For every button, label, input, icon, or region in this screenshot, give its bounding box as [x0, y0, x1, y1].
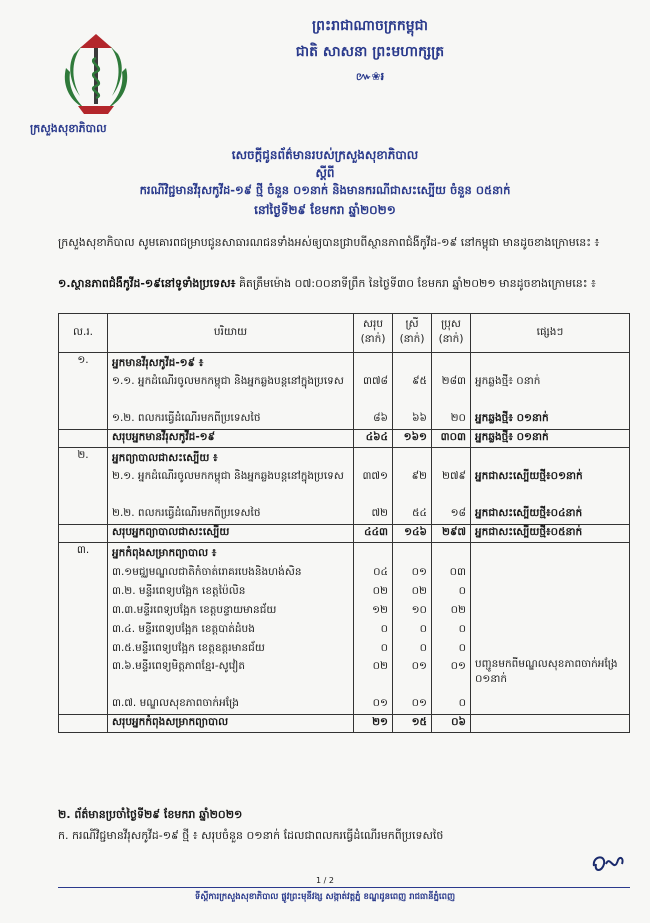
g2-total-m: ២៩៧ — [432, 525, 471, 543]
group-1-title: អ្នកមានវីរុសកូវីដ-១៩ ៖ — [112, 357, 204, 369]
g3-r5-male: ០ — [458, 642, 466, 654]
intro-paragraph: ក្រសួងសុខាភិបាល សូមគោរពជម្រាបជូនសាធារណជនទាំងអស់ឲ្យបានជ្រាបពីស្ថានភាពជំងឺកូវីដ-១៩ នៅកម្ពុជា មានដូចខាងក្រោមនេះ ៖ — [58, 236, 600, 249]
header-desc: បរិយាយ — [108, 314, 354, 353]
g2-r2-desc: ២.២. ពលករធ្វើដំណើរមកពីប្រទេសថៃ — [112, 507, 261, 519]
ministry-label: ក្រសួងសុខាភិបាល — [30, 122, 107, 135]
g1-r2-desc: ១.២. ពលករធ្វើដំណើរមកពីប្រទេសថៃ — [112, 412, 261, 424]
g3-r2-male: ០ — [458, 585, 466, 597]
g3-r3-desc: ៣.៣.មន្ទីរពេទ្យបង្អែក ខេត្តបន្ទាយមានជ័យ — [112, 604, 277, 616]
g3-r5-total: ០ — [380, 642, 388, 654]
section-1 — [58, 275, 628, 293]
g3-r6-male: ០១ — [450, 660, 466, 672]
section-2-heading: ២. ព័ត៌មានប្រចាំថ្ងៃទី២៩ ខែមករា ឆ្នាំ២០២១ — [58, 808, 243, 821]
g1-total-label: សរុបអ្នកមានវីរុសកូវីដ-១៩ — [108, 430, 354, 448]
g3-r5-female: ០ — [419, 642, 427, 654]
g2-r2-total: ៧២ — [371, 507, 388, 519]
g2-r1-male: ២៧៩ — [442, 470, 466, 482]
table-row — [59, 448, 630, 525]
g2-r1-total: ៣៧១ — [362, 470, 388, 482]
signature-icon — [588, 850, 628, 876]
g2-r1-desc: ២.១. អ្នកដំណើរចូលមកកម្ពុជា និងអ្នកឆ្លងបន្តនៅក្នុងប្រទេស — [112, 470, 344, 482]
g1-total-m: ៣០៣ — [432, 430, 471, 448]
g3-r2-desc: ៣.២. មន្ទីរពេទ្យបង្អែក ខេត្តប៉ៃលិន — [112, 585, 246, 597]
section-2-text: ក. ករណីវិជ្ជមានវីរុសកូវីដ-១៩ ថ្មី ៖ សរុបចំនួន ០១នាក់ ដែលជាពលករធ្វើដំណើរមកពីប្រទេសថៃ — [58, 829, 444, 842]
header-no: ល.រ. — [59, 314, 108, 353]
header-note: ផ្សេងៗ — [471, 314, 630, 353]
g2-r2-female: ៥៤ — [412, 507, 427, 519]
footer-divider — [58, 887, 630, 888]
table-row-total-3 — [59, 715, 630, 733]
g3-r7-male: ០ — [458, 697, 466, 709]
g1-r1-female: ៩៥ — [412, 375, 427, 387]
group-2-no: ២. — [59, 448, 108, 525]
g1-r1-desc: ១.១. អ្នកដំណើរចូលមកកម្ពុជា និងអ្នកឆ្លងបន្តនៅក្នុងប្រទេស — [112, 375, 344, 387]
section-1-text: គិតត្រឹមម៉ោង ០៧:០០នាទីព្រឹក នៃថ្ងៃទី៣០ ខែមករា ឆ្នាំ២០២១ មានដូចខាងក្រោមនេះ ៖ — [235, 277, 596, 290]
g3-r4-female: ០ — [419, 623, 427, 635]
g1-total-f: ១៦១ — [393, 430, 432, 448]
ornament: ៚❀៛ — [355, 70, 385, 83]
g1-total-note: អ្នកឆ្លងថ្មី៖ ០១នាក់ — [471, 430, 630, 448]
g1-r2-total: ៨៦ — [373, 412, 388, 424]
page-number: 1 / 2 — [316, 876, 334, 885]
g3-r3-female: ១០ — [411, 604, 427, 616]
g3-r1-total: ០៤ — [373, 566, 388, 578]
g3-total-m: ០៦ — [432, 715, 471, 733]
group-3-title: អ្នកកំពុងសម្រាកព្យាបាល ៖ — [112, 547, 217, 559]
g2-total-t: ៤៤៣ — [354, 525, 393, 543]
header-female: ស្រី (នាក់) — [393, 314, 432, 353]
group-3-no: ៣. — [59, 543, 108, 715]
g3-note: បញ្ជូនមកពីមណ្ឌលសុខភាពចាក់អង្រែ ០១នាក់ — [471, 543, 630, 715]
g3-r6-total: ០២ — [372, 660, 388, 672]
group-2-title: អ្នកព្យាបាលជាសះស្បើយ ៖ — [112, 452, 218, 464]
g2-r2-male: ១៨ — [450, 507, 466, 519]
g3-r7-female: ០១ — [411, 697, 427, 709]
statistics-table — [58, 313, 630, 733]
g2-total-label: សរុបអ្នកព្យាបាលជាសះស្បើយ — [108, 525, 354, 543]
doc-title-1: សេចក្ដីជូនព័ត៌មានរបស់ក្រសួងសុខាភិបាល — [231, 148, 419, 162]
table-row-total-2 — [59, 525, 630, 543]
g1-r2-female: ៦៦ — [412, 412, 427, 424]
g1-r1-note: អ្នកឆ្លងថ្មី៖ ០នាក់ — [475, 375, 541, 387]
g3-r1-female: ០១ — [411, 566, 427, 578]
g1-r1-male: ២៨៣ — [441, 375, 466, 387]
doc-date: នៅថ្ងៃទី២៩ ខែមករា ឆ្នាំ២០២១ — [254, 203, 396, 217]
g3-r1-male: ០៣ — [449, 566, 466, 578]
g3-r3-male: ០២ — [450, 604, 466, 616]
national-motto: ជាតិ សាសនា ព្រះមហាក្សត្រ — [295, 44, 445, 60]
g2-total-f: ១៤៦ — [393, 525, 432, 543]
g2-r2-note: អ្នកជាសះស្បើយថ្មី៖០៤នាក់ — [475, 507, 583, 519]
header-total: សរុប (នាក់) — [354, 314, 393, 353]
g1-total-t: ៤៦៤ — [354, 430, 393, 448]
section-1-heading: ១.ស្ថានភាពជំងឺកូវីដ-១៩នៅទូទាំងប្រទេស៖ — [58, 277, 236, 290]
g1-r2-male: ២០ — [450, 412, 466, 424]
g1-r1-total: ៣៧៨ — [362, 375, 388, 387]
g3-r1-desc: ៣.១មជ្ឈមណ្ឌលជាតិកំចាត់រោគរបេងនិងហង់សិន — [112, 566, 302, 578]
table-row — [59, 543, 630, 715]
table-row — [59, 353, 630, 430]
g3-r7-desc: ៣.៧. មណ្ឌលសុខភាពចាក់អង្រែ — [112, 697, 239, 709]
g3-r3-total: ១២ — [372, 604, 388, 616]
g3-r7-total: ០១ — [372, 697, 388, 709]
table-header-row — [59, 314, 630, 353]
group-1-cell — [108, 353, 354, 430]
g1-r2-note: អ្នកឆ្លងថ្មី៖ ០១នាក់ — [475, 412, 549, 424]
g3-r4-desc: ៣.៤. មន្ទីរពេទ្យបង្អែក ខេត្តបាត់ដំបង — [112, 623, 255, 635]
doc-title-2: ស្ដីពី — [315, 166, 335, 180]
g3-r2-female: ០២ — [411, 585, 427, 597]
g3-r4-male: ០ — [458, 623, 466, 635]
g2-total-note: អ្នកជាសះស្បើយថ្មី៖០៥នាក់ — [471, 525, 630, 543]
footer-address: ទីស្ដីការក្រសួងសុខាភិបាល ផ្លូវព្រះមុនីវង្ស សង្កាត់វត្តភ្នំ ខណ្ឌដូនពេញ រាជធានីភ្នំពេញ — [194, 892, 456, 902]
g3-total-f: ១៥ — [393, 715, 432, 733]
g3-r6-female: ០១ — [411, 660, 427, 672]
group-1-no: ១. — [59, 353, 108, 430]
g3-r6-desc: ៣.៦.មន្ទីរពេទ្យមិត្តភាពខ្មែរ-សូវៀត — [112, 660, 246, 672]
header-male: ប្រុស (នាក់) — [432, 314, 471, 353]
g3-r5-desc: ៣.៥.មន្ទីរពេទ្យបង្អែក ខេត្តឧត្តរមានជ័យ — [112, 642, 265, 654]
g3-r2-total: ០២ — [372, 585, 388, 597]
g3-total-t: ២១ — [354, 715, 393, 733]
g3-total-label: សរុបអ្នកកំពុងសម្រាកព្យាបាល — [108, 715, 354, 733]
g2-r1-female: ៩២ — [411, 470, 427, 482]
g3-r4-total: ០ — [380, 623, 388, 635]
kingdom-title: ព្រះរាជាណាចក្រកម្ពុជា — [311, 18, 428, 34]
g2-r1-note: អ្នកជាសះស្បើយថ្មី៖០១នាក់ — [475, 470, 583, 482]
doc-title-3: ករណីវិជ្ជមានវីរុសកូវីដ-១៩ ថ្មី ចំនួន ០១នាក់ និងមានករណីជាសះស្បើយ ចំនួន ០៥នាក់ — [139, 183, 511, 197]
table-row-total-1 — [59, 430, 630, 448]
